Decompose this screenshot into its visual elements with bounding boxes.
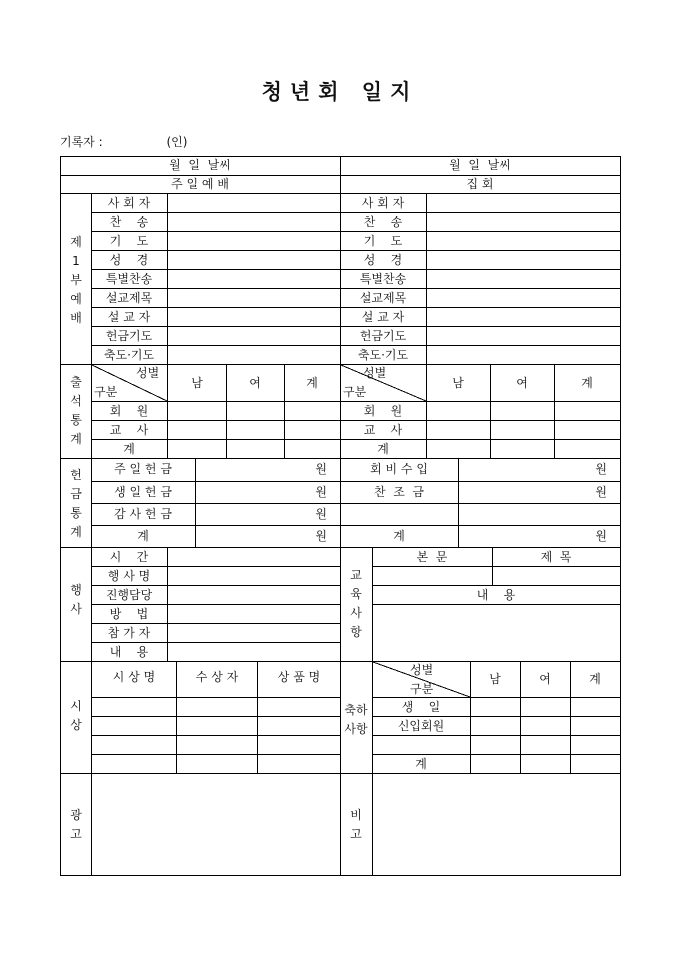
offering-row-label: 생 일 헌 금 xyxy=(114,485,172,499)
col-header: 남 xyxy=(452,376,464,390)
recorder-sign: (인) xyxy=(166,135,188,149)
attendance-row-label: 교 사 xyxy=(363,423,403,437)
attendance-row-label: 회 원 xyxy=(363,404,403,418)
meeting-row-label: 기 도 xyxy=(363,234,403,248)
col-header: 여 xyxy=(539,672,551,686)
event-row-label: 행 사 명 xyxy=(107,569,151,583)
page-title: 청년회 일지 xyxy=(261,79,419,104)
attendance-row-label: 회 원 xyxy=(109,404,149,418)
diag-bottom-label: 구분 xyxy=(410,682,434,696)
unit-won: 원 xyxy=(315,507,327,521)
unit-won: 원 xyxy=(315,462,327,476)
diag-bottom-label: 구분 xyxy=(343,385,367,399)
worship-row-label: 성 경 xyxy=(109,253,149,267)
unit-won: 원 xyxy=(315,485,327,499)
offering-row-label: 계 xyxy=(137,529,149,543)
offering-row-label: 회 비 수 입 xyxy=(370,462,428,476)
meeting-row-label: 특별찬송 xyxy=(359,272,407,286)
date-weather-right: 월 일 날씨 xyxy=(449,158,511,172)
col-header: 계 xyxy=(581,376,593,390)
ad-side-label: 광고 xyxy=(70,808,82,841)
offering-row-label: 주 일 헌 금 xyxy=(114,462,172,476)
col-header: 여 xyxy=(249,376,261,390)
unit-won: 원 xyxy=(315,529,327,543)
event-side-label: 행사 xyxy=(70,583,82,616)
unit-won: 원 xyxy=(595,462,607,476)
offering-side-label: 헌금통계 xyxy=(70,468,82,539)
education-content-label: 내 용 xyxy=(476,588,516,602)
education-subject-label: 제 목 xyxy=(540,550,572,564)
col-header: 남 xyxy=(489,672,501,686)
worship-row-label: 설교제목 xyxy=(105,291,153,305)
worship-row-label: 기 도 xyxy=(109,234,149,248)
celebration-row-label: 신입회원 xyxy=(397,719,445,733)
date-weather-left: 월 일 날씨 xyxy=(169,158,231,172)
meeting-row-label: 설교제목 xyxy=(359,291,407,305)
diag-bottom-label: 구분 xyxy=(94,385,118,399)
meeting-row-label: 성 경 xyxy=(363,253,403,267)
meeting-header: 집 회 xyxy=(466,177,494,191)
award-side-label: 시상 xyxy=(70,699,82,732)
education-text-label: 본 문 xyxy=(416,550,448,564)
event-row-label: 방 법 xyxy=(109,607,149,621)
attendance-side-label: 출석통계 xyxy=(70,375,82,446)
col-header: 계 xyxy=(306,376,318,390)
celebration-side-label: 축하사항 xyxy=(344,703,368,736)
event-row-label: 내 용 xyxy=(109,645,149,659)
worship-row-label: 사 회 자 xyxy=(107,196,151,210)
unit-won: 원 xyxy=(595,529,607,543)
note-side-label: 비고 xyxy=(350,808,362,841)
meeting-row-label: 설 교 자 xyxy=(361,310,405,324)
education-side-label: 교육사항 xyxy=(350,568,362,639)
award-col-header: 시 상 명 xyxy=(112,670,156,684)
service-header: 주 일 예 배 xyxy=(171,177,229,191)
diag-top-label: 성별 xyxy=(410,663,434,677)
meeting-row-label: 사 회 자 xyxy=(361,196,405,210)
attendance-row-label: 계 xyxy=(377,442,389,456)
worship-side-label: 제1부예배 xyxy=(70,235,82,325)
meeting-row-label: 축도·기도 xyxy=(357,348,409,362)
event-row-label: 참 가 자 xyxy=(107,626,151,640)
meeting-row-label: 찬 송 xyxy=(363,215,403,229)
diag-top-label: 성별 xyxy=(363,366,387,380)
meeting-row-label: 헌금기도 xyxy=(359,329,407,343)
worship-row-label: 축도·기도 xyxy=(103,348,155,362)
offering-row-label: 찬 조 금 xyxy=(373,485,425,499)
attendance-row-label: 계 xyxy=(123,442,135,456)
journal-form xyxy=(60,156,621,876)
worship-row-label: 헌금기도 xyxy=(105,329,153,343)
event-row-label: 시 간 xyxy=(109,550,149,564)
unit-won: 원 xyxy=(595,485,607,499)
col-header: 여 xyxy=(516,376,528,390)
award-col-header: 수 상 자 xyxy=(195,670,239,684)
recorder-line xyxy=(60,133,187,150)
worship-row-label: 설 교 자 xyxy=(107,310,151,324)
offering-row-label: 감 사 헌 금 xyxy=(114,507,172,521)
event-row-label: 진행담당 xyxy=(105,588,153,602)
diag-top-label: 성별 xyxy=(136,366,160,380)
recorder-label: 기록자 : xyxy=(60,135,103,149)
offering-row-label: 계 xyxy=(393,529,405,543)
col-header: 남 xyxy=(191,376,203,390)
celebration-row-label: 계 xyxy=(415,757,427,771)
attendance-row-label: 교 사 xyxy=(109,423,149,437)
worship-row-label: 찬 송 xyxy=(109,215,149,229)
col-header: 계 xyxy=(589,672,601,686)
worship-row-label: 특별찬송 xyxy=(105,272,153,286)
award-col-header: 상 품 명 xyxy=(277,670,321,684)
celebration-row-label: 생 일 xyxy=(401,700,441,714)
